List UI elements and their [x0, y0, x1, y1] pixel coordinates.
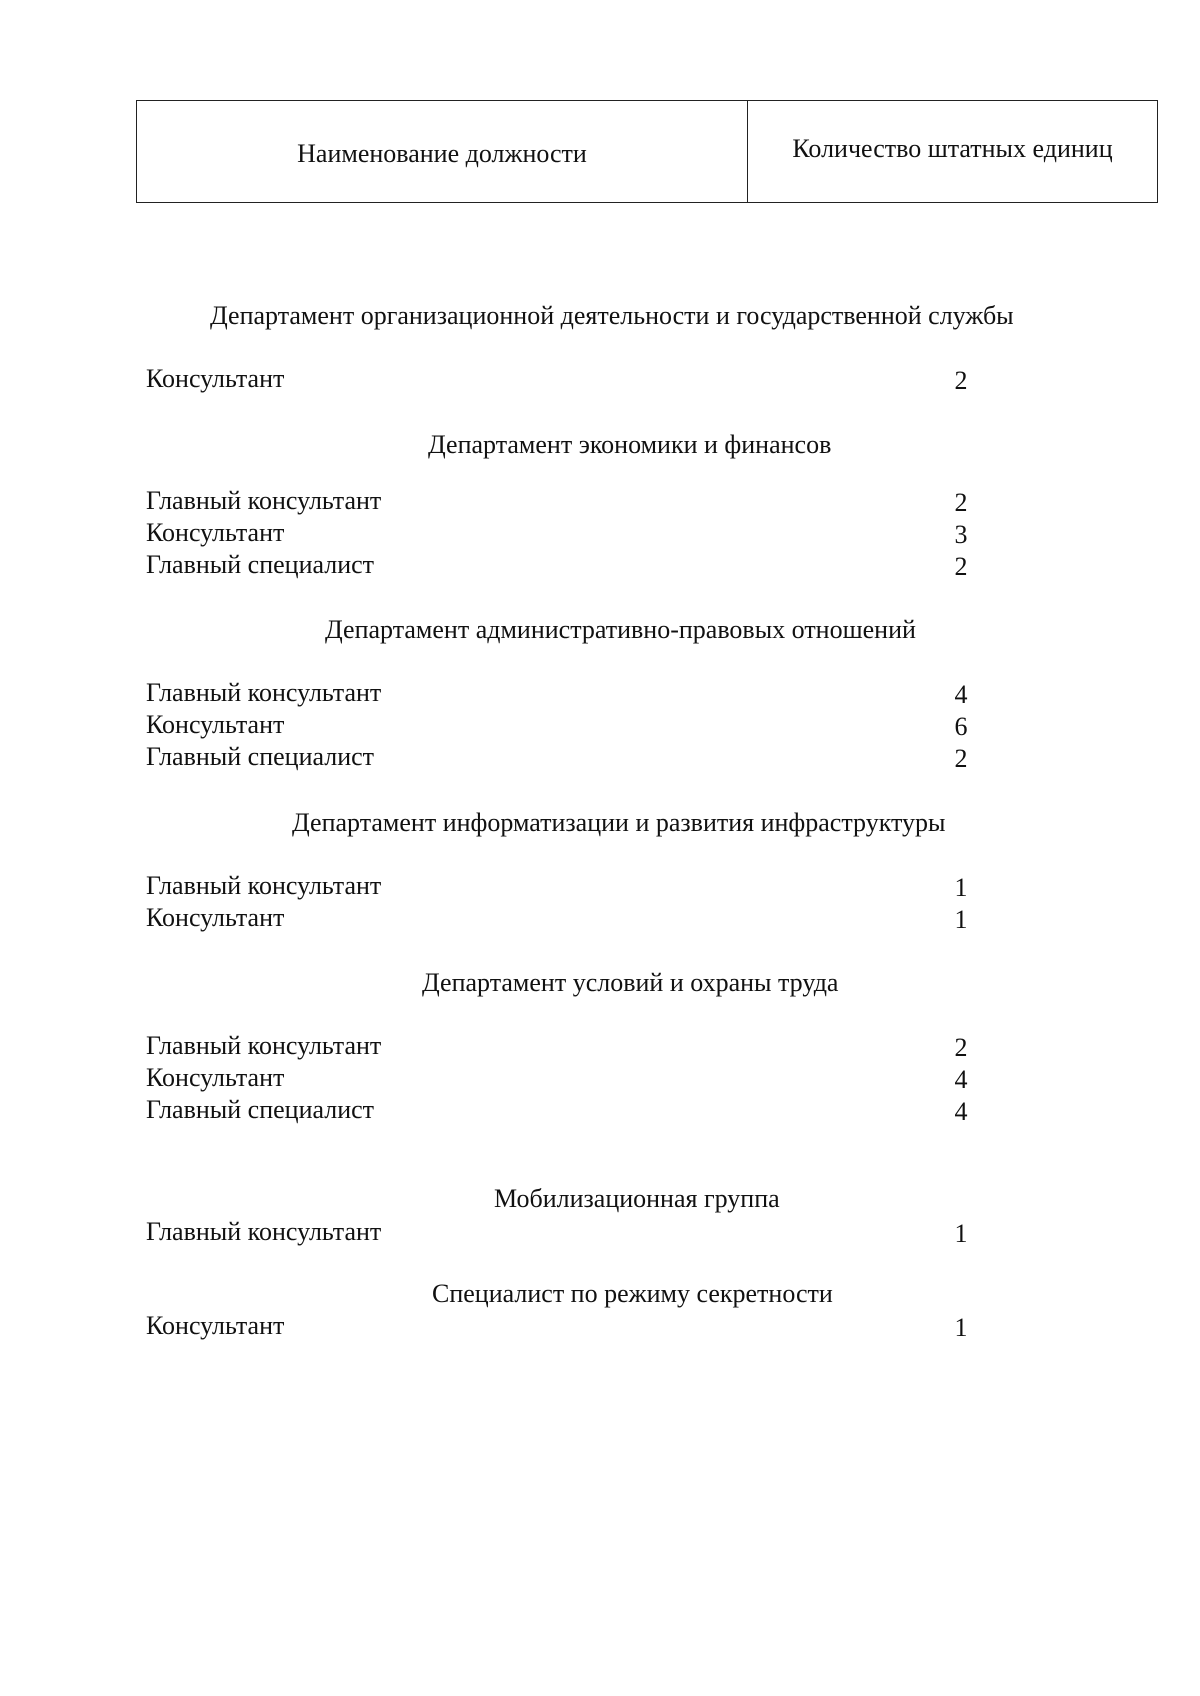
staff-count: 4: [954, 680, 968, 709]
staff-count: 4: [954, 1097, 968, 1126]
staff-row: [146, 1310, 966, 1342]
staff-row: [146, 709, 966, 741]
staff-row: [146, 902, 966, 934]
position-name: Консультант: [146, 1311, 285, 1340]
staff-count: 2: [954, 1033, 968, 1062]
staff-count: 6: [954, 712, 968, 741]
header-table: [136, 100, 1158, 203]
staff-row: [146, 363, 966, 395]
position-name: Главный консультант: [146, 678, 382, 707]
staff-count: 4: [954, 1065, 968, 1094]
position-name: Консультант: [146, 364, 285, 393]
staff-count: 3: [954, 520, 968, 549]
position-name: Главный консультант: [146, 871, 382, 900]
position-name: Главный консультант: [146, 1031, 382, 1060]
position-name: Главный специалист: [146, 742, 375, 771]
staff-row: [146, 517, 966, 549]
department-title: Специалист по режиму секретности: [432, 1279, 833, 1308]
staff-count: 2: [954, 366, 968, 395]
department-title: Департамент информатизации и развития инфраструктуры: [292, 808, 946, 837]
staff-row: [146, 485, 966, 517]
position-name: Главный специалист: [146, 550, 375, 579]
department-title: Департамент административно-правовых отношений: [325, 615, 916, 644]
staff-row: [146, 1062, 966, 1094]
staff-count: 1: [954, 1219, 968, 1248]
department-title: Департамент экономики и финансов: [428, 430, 832, 459]
staff-count: 2: [954, 488, 968, 517]
department-title: Департамент организационной деятельности и государственной службы: [210, 301, 1014, 330]
position-name: Консультант: [146, 903, 285, 932]
staff-row: [146, 1094, 966, 1126]
header-position-column: Наименование должности: [137, 101, 748, 202]
staff-count: 2: [954, 552, 968, 581]
header-count-column: Количество штатных единиц: [792, 133, 1113, 163]
staff-count: 1: [954, 905, 968, 934]
staff-count: 1: [954, 873, 968, 902]
position-name: Главный консультант: [146, 486, 382, 515]
staff-row: [146, 741, 966, 773]
staff-row: [146, 549, 966, 581]
staff-row: [146, 677, 966, 709]
staff-row: [146, 1030, 966, 1062]
position-name: Консультант: [146, 710, 285, 739]
position-name: Консультант: [146, 518, 285, 547]
position-name: Консультант: [146, 1063, 285, 1092]
staff-count: 2: [954, 744, 968, 773]
department-title: Мобилизационная группа: [494, 1184, 780, 1213]
staff-row: [146, 1216, 966, 1248]
staff-count: 1: [954, 1313, 968, 1342]
staff-row: [146, 870, 966, 902]
position-name: Главный консультант: [146, 1217, 382, 1246]
department-title: Департамент условий и охраны труда: [422, 968, 839, 997]
position-name: Главный специалист: [146, 1095, 375, 1124]
